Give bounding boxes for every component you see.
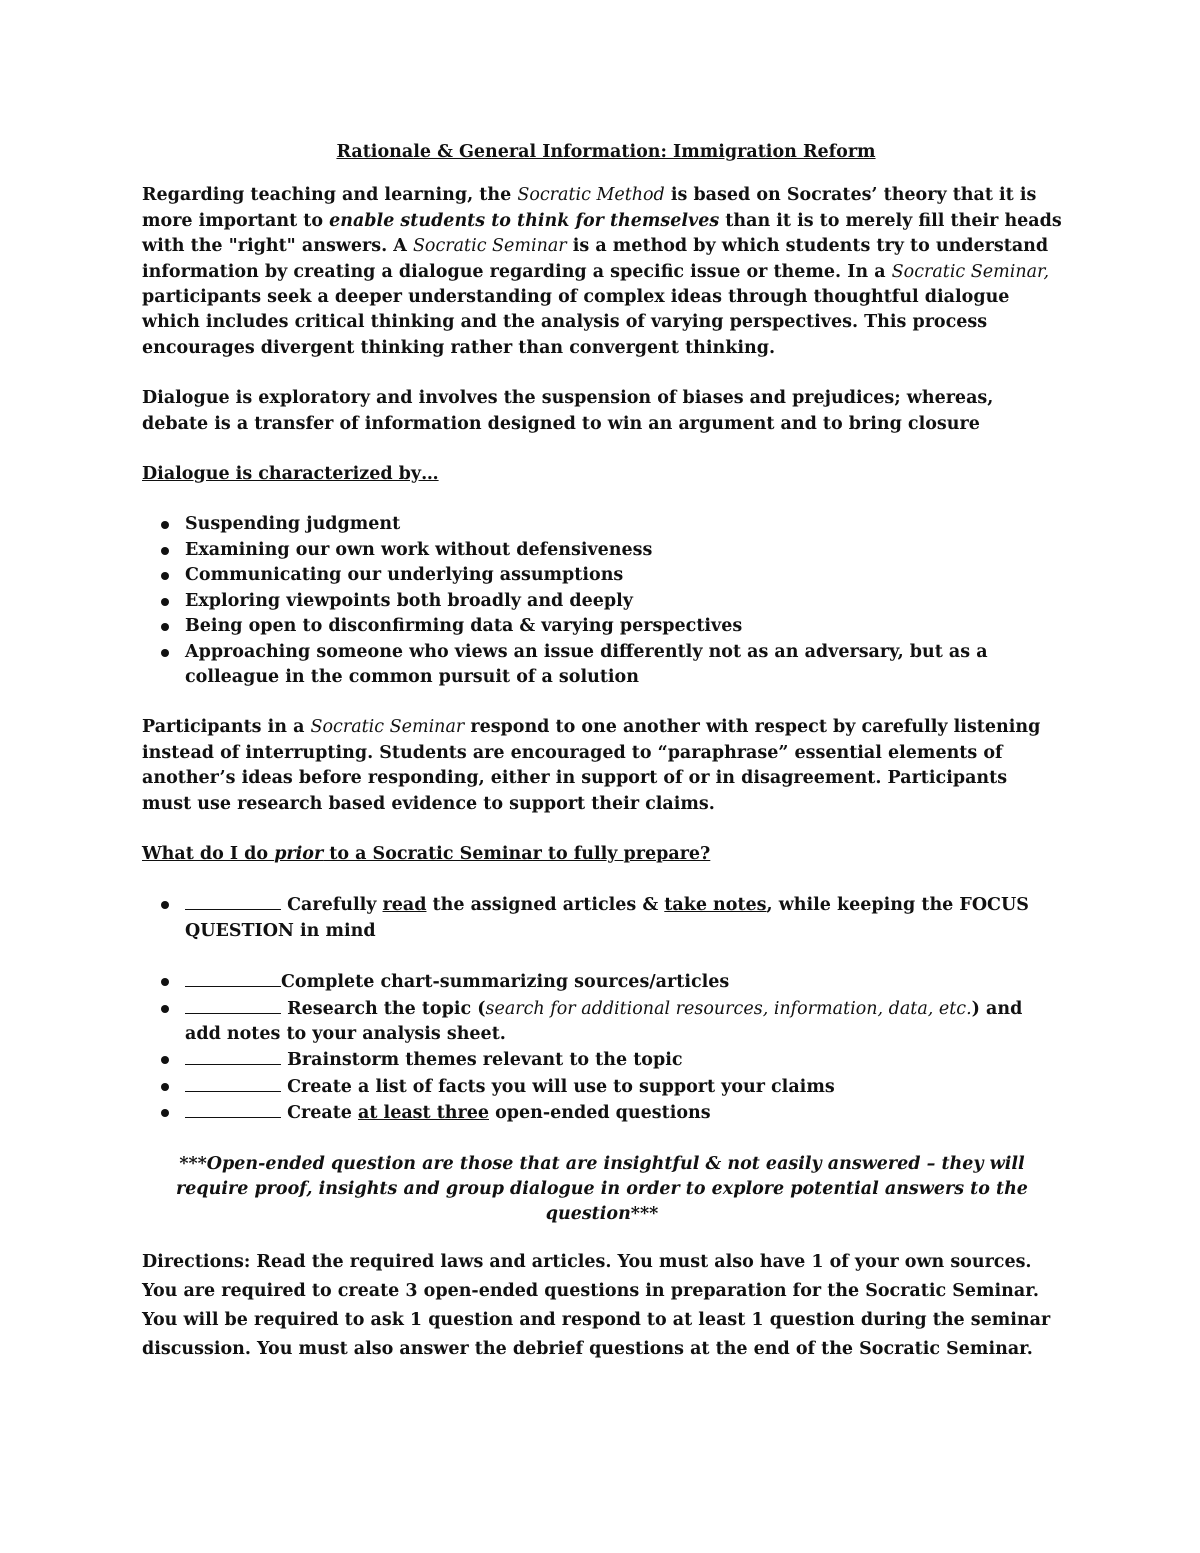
list-item: Create a list of facts you will use to support your claims xyxy=(142,1074,1062,1100)
prep-heading: What do I do prior to a Socratic Seminar to fully prepare? xyxy=(142,843,711,864)
checkoff-blank[interactable] xyxy=(185,1074,281,1092)
checkoff-blank[interactable] xyxy=(185,996,281,1014)
list-item: Being open to disconfirming data & varying perspectives xyxy=(142,614,1062,639)
page-title: Rationale & General Information: Immigration Reform xyxy=(336,142,876,162)
list-item: Suspending judgment xyxy=(142,512,1062,537)
participants-paragraph: Participants in a Socratic Seminar respond to one another with respect by carefully listening instead of interrupting. Students are encouraged to “paraphrase” essential elements of another’s ideas before responding, either in support of or in disagreement. Participants must use research based evidence to support their claims. xyxy=(142,717,1041,814)
intro-paragraph: Regarding teaching and learning, the Socratic Method is based on Socrates’ theory that it is more important to enable students to think for themselves than it is to merely fill their heads with the "right" answers. A Socratic Seminar is a method by which students try to understand information by creating a dialogue regarding a specific issue or theme. In a Socratic Seminar, participants seek a deeper understanding of complex ideas through thoughtful dialogue which includes critical thinking and the analysis of varying perspectives. This process encourages divergent thinking rather than convergent thinking. xyxy=(142,185,1062,358)
checkoff-blank[interactable] xyxy=(185,1047,281,1065)
document-page xyxy=(142,140,1062,1364)
dialogue-paragraph: Dialogue is exploratory and involves the suspension of biases and prejudices; whereas, debate is a transfer of information designed to win an argument and to bring closure xyxy=(142,388,994,434)
open-ended-note: ***Open-ended question are those that are insightful & not easily answered – they will require proof, insights and group dialogue in order to explore potential answers to the question*** xyxy=(176,1153,1028,1225)
list-item: Communicating our underlying assumptions xyxy=(142,563,1062,588)
checkoff-blank[interactable] xyxy=(185,892,281,910)
list-item: Research the topic (search for additional resources, information, data, etc.) and add notes to your analysis sheet. xyxy=(142,996,1062,1048)
list-item: Examining our own work without defensiveness xyxy=(142,538,1062,563)
list-item: Complete chart-summarizing sources/articles xyxy=(142,969,1062,995)
directions-paragraph: Directions: Read the required laws and articles. You must also have 1 of your own sources. You are required to create 3 open-ended questions in preparation for the Socratic Seminar. You will be required to ask 1 question and respond to at least 1 question during the seminar discussion. You must also answer the debrief questions at the end of the Socratic Seminar. xyxy=(142,1251,1051,1359)
list-item: Exploring viewpoints both broadly and deeply xyxy=(142,589,1062,614)
list-item: Brainstorm themes relevant to the topic xyxy=(142,1047,1062,1073)
dialogue-list xyxy=(142,512,1062,690)
list-item: Carefully read the assigned articles & take notes, while keeping the FOCUS QUESTION in mind xyxy=(142,892,1062,944)
prep-list xyxy=(142,892,1062,1126)
checkoff-blank[interactable] xyxy=(185,969,281,987)
dialogue-heading: Dialogue is characterized by… xyxy=(142,464,439,485)
list-item: Approaching someone who views an issue differently not as an adversary, but as a colleague in the common pursuit of a solution xyxy=(142,640,1062,691)
list-item: Create at least three open-ended questions xyxy=(142,1100,1062,1126)
checkoff-blank[interactable] xyxy=(185,1100,281,1118)
